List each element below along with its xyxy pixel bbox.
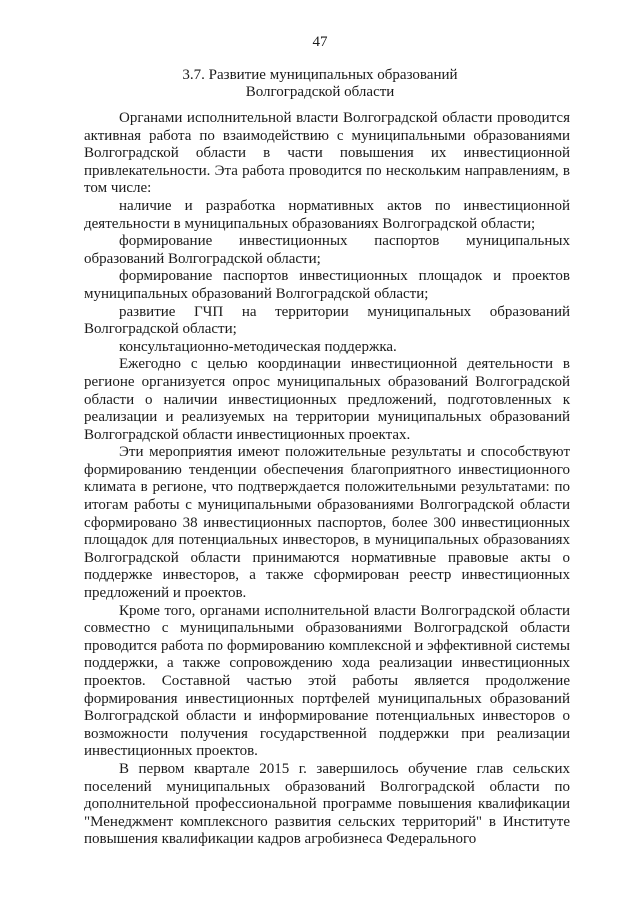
paragraph: Органами исполнительной власти Волгоградской области проводится активная работа по взаимодействию с муниципальными образованиями Волгоградской области в части повышения их инвестиционной привлекательности. Эта работа проводится по нескольким направлениям, в том числе: [84, 110, 570, 197]
list-item: наличие и разработка нормативных актов по инвестиционной деятельности в муниципальных образованиях Волгоградской области; [84, 197, 570, 232]
section-heading-line-1: 3.7. Развитие муниципальных образований [182, 67, 458, 83]
page-number: 47 [312, 34, 328, 50]
list-item: развитие ГЧП на территории муниципальных образований Волгоградской области; [84, 303, 570, 338]
list-item: формирование инвестиционных паспортов муниципальных образований Волгоградской области; [84, 233, 570, 267]
paragraph: Кроме того, органами исполнительной власти Волгоградской области совместно с муниципальными образованиями Волгоградской области проводится работа по формированию комплексной и эффективной системы поддержки, а также сопровождению хода реализации инвестиционных проектов. Составной частью этой работы является продолжение формирования инвестиционных портфелей муниципальных образований Волгоградской области и информирование потенциальных инвесторов о возможности получения государственной поддержки при реализации инвестиционных проектов. [84, 602, 570, 760]
paragraph: Ежегодно с целью координации инвестиционной деятельности в регионе организуется опрос муниципальных образований Волгоградской области о наличии инвестиционных предложений, подготовленных к реализации и реализуемых на территории муниципальных образований Волгоградской области инвестиционных проектах. [84, 356, 570, 443]
list-item: формирование паспортов инвестиционных площадок и проектов муниципальных образований Волгоградской области; [84, 268, 570, 302]
paragraph: В первом квартале 2015 г. завершилось обучение глав сельских поселений муниципальных образований Волгоградской области по дополнительной профессиональной программе повышения квалификации "Менеджмент комплексного развития сельских территорий" в Институте повышения квалификации кадров агробизнеса Федерального [84, 760, 570, 848]
section-heading [0, 67, 640, 101]
list-item: консультационно-методическая поддержка. [119, 338, 397, 355]
paragraph: Эти мероприятия имеют положительные результаты и способствуют формированию тенденции обеспечения благоприятного инвестиционного климата в регионе, что подтверждается положительными результатами: по итогам работы с муниципальными образованиями Волгоградской области сформировано 38 инвестиционных паспортов, более 300 инвестиционных площадок для потенциальных инвесторов, в муниципальных образованиях Волгоградской области принимаются нормативные правовые акты о поддержке инвесторов, а также сформирован реестр инвестиционных предложений и проектов. [84, 444, 570, 602]
section-heading-line-2: Волгоградской области [245, 84, 395, 100]
body-text [84, 110, 570, 849]
